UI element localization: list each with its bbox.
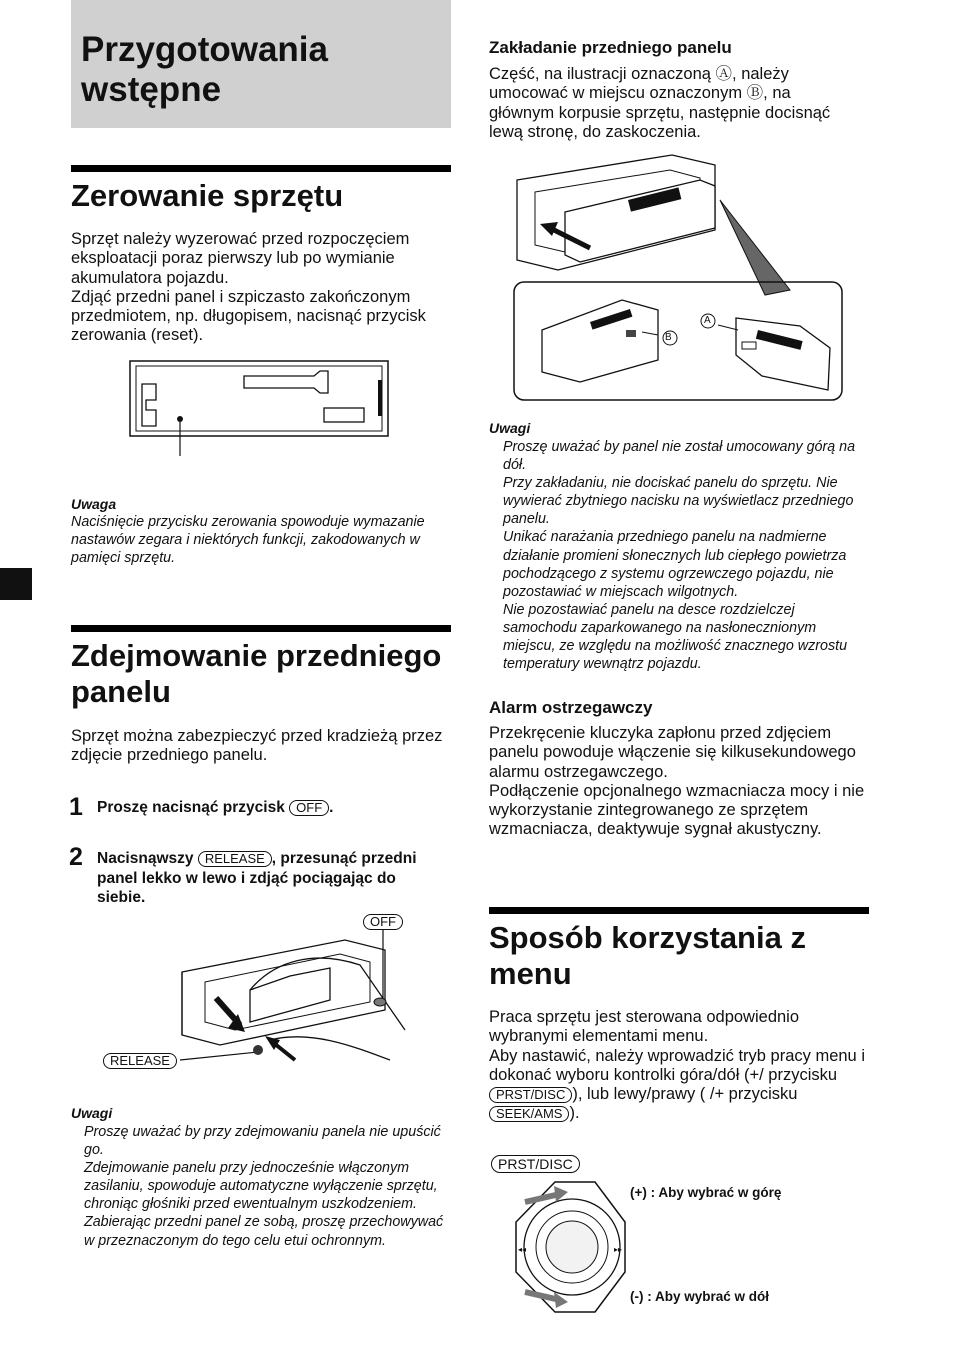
section-rule: [71, 625, 451, 632]
menu-body-a: Praca sprzętu jest sterowana odpowiednio wybranymi elementami menu. Aby nastawić, należy wprowadzić tryb pracy menu i dokonać wyboru kontrolki góra/dół (+/ przycisku: [489, 1008, 865, 1084]
svg-text:▸▸: ▸▸: [614, 1245, 623, 1254]
attach-note-1: Proszę uważać by panel nie został umocowany górą na dół.: [503, 439, 856, 474]
reset-note-title: Uwaga: [71, 496, 117, 512]
page-title: Przygotowania wstępne: [81, 30, 328, 109]
attach-diagram: [510, 150, 850, 402]
step-1-number: 1: [69, 793, 83, 821]
step-2-text: [97, 849, 437, 908]
detach-title: Zdejmowanie przedniego panelu: [71, 638, 442, 709]
plus-label: (+) : Aby wybrać w górę: [630, 1185, 782, 1200]
fig-off-label: OFF: [363, 914, 403, 930]
label-b: B: [665, 332, 672, 343]
alarm-title: Alarm ostrzegawczy: [489, 698, 653, 717]
step-2-label-b: , przesunąć przedni panel lekko w lewo i zdjąć pociągając do siebie.: [97, 850, 417, 906]
attach-notes-title: Uwagi: [489, 420, 531, 436]
menu-title: Sposób korzystania z menu: [489, 920, 806, 991]
attach-note-2: Przy zakładaniu, nie dociskać panelu do sprzętu. Nie wywierać zbytniego nacisku na wyświetlacz przedniego panelu.: [503, 475, 854, 528]
detach-note-3: Zabierając przedni panel ze sobą, proszę przechowywać w przeznaczonym do tego celu etui ochronnym.: [84, 1214, 444, 1249]
detach-intro: Sprzęt można zabezpieczyć przed kradzieżą przez zdjęcie przedniego panelu.: [71, 727, 443, 765]
fig-release-label: RELEASE: [103, 1053, 177, 1069]
menu-body-c: ).: [569, 1104, 580, 1123]
attach-notes: [503, 438, 868, 673]
reset-title: Zerowanie sprzętu: [71, 178, 344, 213]
attach-note-3: Unikać narażania przedniego panelu na nadmierne działanie promieni słonecznych lub ciepłego powietrza pochodzącego z systemu ogrzewczego pojazdu, nie pozostawiać w miejscach wilgotnych.: [503, 529, 847, 600]
section-rule: [71, 165, 451, 172]
reset-diagram: [128, 358, 392, 458]
off-button-label: OFF: [289, 800, 329, 816]
step-1-label: Proszę nacisnąć przycisk: [97, 799, 285, 816]
reset-body: Sprzęt należy wyzerować przed rozpoczęciem eksploatacji poraz pierwszy lub po wymianie akumulatora pojazdu. Zdjąć przedni panel i szpiczasto zakończonym przedmiotem, np. długopisem, nacisnąć przycisk zerowania (reset).: [71, 230, 426, 345]
release-button-label: RELEASE: [198, 851, 272, 867]
detach-notes: [84, 1123, 449, 1250]
prst-disc-button-label: PRST/DISC: [489, 1087, 572, 1103]
minus-label: (-) : Aby wybrać w dół: [630, 1289, 770, 1304]
alarm-body: Przekręcenie kluczyka zapłonu przed zdjęciem panelu powoduje włączenie się kilkusekundowego alarmu ostrzegawczego. Podłączenie opcjonalnego wzmacniacza mocy i nie wykorzystanie zintegrowanego ze sprzętem wzmacniacza, deaktywuje sygnał akustyczny.: [489, 724, 865, 839]
detach-note-1: Proszę uważać by przy zdejmowaniu panela nie upuścić go.: [84, 1124, 441, 1159]
step-2-number: 2: [69, 843, 83, 871]
seek-ams-button-label: SEEK/AMS: [489, 1106, 569, 1122]
detach-notes-title: Uwagi: [71, 1105, 113, 1121]
section-tab-marker: [0, 568, 32, 600]
attach-note-4: Nie pozostawiać panelu na desce rozdzielczej samochodu zaparkowanego na nasłonecznionym miejscu, ze względu na możliwość znacznego wzrostu temperatury wewnątrz pojazdu.: [503, 601, 848, 673]
svg-text:◂◂: ◂◂: [518, 1245, 527, 1254]
fig-prst-disc-label: PRST/DISC: [491, 1155, 580, 1173]
label-a: A: [704, 315, 711, 326]
reset-note: Naciśnięcie przycisku zerowania spowoduje wymazanie nastawów zegara i niektórych funkcji, zakodowanych w pamięci sprzętu.: [71, 514, 425, 567]
step-1-text: [97, 798, 447, 818]
detach-note-2: Zdejmowanie panelu przy jednocześnie włączonym zasilaniu, spowoduje automatyczne wyłączenie sprzętu, chroniąc głośniki przed ewentualnym uszkodzeniem.: [84, 1160, 438, 1213]
attach-body: Część, na ilustracji oznaczoną Ⓐ, należy umocować w miejscu oznaczonym Ⓑ, na głównym korpusie sprzętu, następnie docisnąć lewą stronę, do zaskoczenia.: [489, 65, 831, 141]
step-1-end: .: [329, 799, 334, 816]
menu-body-b: ), lub lewy/prawy ( /+ przycisku: [572, 1085, 798, 1104]
step-2-label-a: Nacisnąwszy: [97, 850, 194, 867]
attach-title: Zakładanie przedniego panelu: [489, 38, 732, 57]
section-rule: [489, 907, 869, 914]
control-dial-diagram: [500, 1172, 640, 1322]
menu-body: [489, 1008, 874, 1124]
